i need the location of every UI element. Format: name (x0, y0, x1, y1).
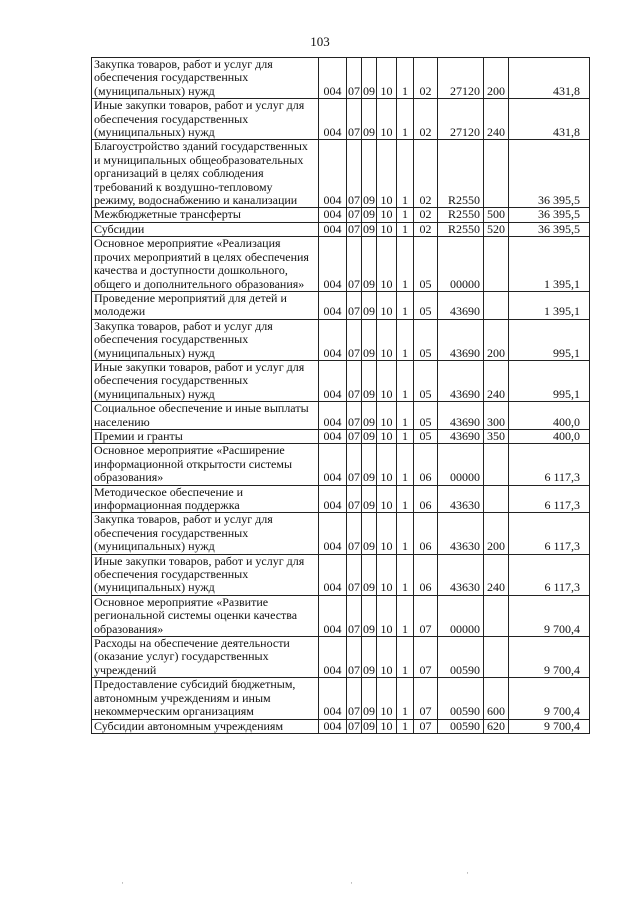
program-code-cell: 10 (377, 402, 397, 430)
program-code-cell: 10 (377, 222, 397, 236)
section-code-cell: 07 (347, 99, 362, 140)
section-code-cell: 07 (348, 207, 360, 222)
subprogram-code-cell: 1 (397, 291, 414, 319)
expense-type-cell (484, 595, 509, 636)
table-row (92, 429, 590, 443)
table-row (92, 719, 590, 733)
event-code-cell: 07 (414, 637, 438, 678)
expense-type-cell: 200 (484, 513, 509, 554)
subsection-code-cell: 09 (362, 58, 377, 99)
subprogram-code-cell: 1 (397, 485, 414, 513)
program-code-cell: 10 (377, 637, 397, 678)
subprogram-code-cell: 1 (397, 402, 414, 430)
expense-type-cell (484, 637, 509, 678)
event-code-cell: 02 (414, 99, 438, 140)
section-code-cell: 07 (347, 554, 362, 595)
row-name-cell: Основное мероприятие «Расширение информационной открытости системы образования» (92, 444, 319, 485)
row-name-cell: Проведение мероприятий для детей и молодежи (92, 291, 319, 319)
target-code-cell: 00000 (438, 237, 484, 292)
subprogram-code-cell: 1 (397, 208, 414, 222)
subprogram-code-cell: 1 (397, 140, 414, 208)
event-code-cell: 06 (414, 485, 438, 513)
amount-cell: 9 700,4 (509, 719, 590, 733)
target-code-cell: 43630 (438, 554, 484, 595)
section-code-cell: 07 (347, 319, 362, 360)
target-code-cell: 27120 (438, 58, 484, 99)
table-row (92, 402, 590, 430)
ministry-code-cell: 004 (319, 678, 347, 719)
subprogram-code-cell: 1 (397, 678, 414, 719)
table-row (92, 513, 590, 554)
program-code-cell: 10 (377, 58, 397, 99)
table-row (92, 208, 590, 222)
section-code-cell: 07 (347, 237, 362, 292)
target-code-cell: R2550 (438, 222, 484, 236)
subsection-code-cell: 09 (363, 719, 375, 733)
expense-type-cell: 240 (484, 99, 509, 140)
subprogram-code-cell: 1 (397, 513, 414, 554)
amount-cell: 6 117,3 (509, 485, 590, 513)
program-code-cell: 10 (377, 485, 397, 513)
table-row (92, 58, 590, 99)
subprogram-code-cell: 1 (397, 444, 414, 485)
row-name-cell: Основное мероприятие «Реализация прочих мероприятий в целях обеспечения качества и доступности дошкольного, общего и дополнительного образования» (92, 237, 319, 292)
target-code-cell: 43630 (438, 513, 484, 554)
event-code-cell: 05 (414, 402, 438, 430)
ministry-code-cell: 004 (319, 237, 347, 292)
subsection-code-cell: 09 (363, 429, 375, 443)
target-code-cell: R2550 (438, 208, 484, 222)
target-code-cell: 00000 (438, 595, 484, 636)
event-code-cell: 07 (414, 595, 438, 636)
subsection-code-cell: 09 (362, 402, 377, 430)
table-row (92, 444, 590, 485)
table-row (92, 637, 590, 678)
program-code-cell: 10 (377, 140, 397, 208)
table-row (92, 140, 590, 208)
section-code-cell: 07 (348, 429, 360, 443)
target-code-cell: 00590 (438, 678, 484, 719)
subprogram-code-cell: 1 (397, 719, 414, 733)
expense-type-cell (484, 444, 509, 485)
ministry-code-cell: 004 (319, 719, 347, 733)
program-code-cell: 10 (377, 678, 397, 719)
event-code-cell: 05 (414, 429, 438, 443)
section-code-cell: 07 (347, 402, 362, 430)
subprogram-code-cell: 1 (397, 319, 414, 360)
amount-cell: 6 117,3 (509, 444, 590, 485)
section-code-cell: 07 (347, 444, 362, 485)
table-row (92, 678, 590, 719)
table-row (92, 291, 590, 319)
amount-cell: 36 395,5 (509, 208, 590, 222)
row-name-cell: Субсидии автономным учреждениям (92, 719, 319, 733)
subsection-code-cell: 09 (362, 678, 377, 719)
subprogram-code-cell: 1 (397, 222, 414, 236)
row-name-cell: Благоустройство зданий государственных и муниципальных общеобразовательных организаций в целях соблюдения требований к воздушно-тепловому режиму, водоснабжению и канализации (92, 140, 319, 208)
program-code-cell: 10 (377, 513, 397, 554)
target-code-cell: 00000 (438, 444, 484, 485)
table-row (92, 485, 590, 513)
section-code-cell: 07 (347, 637, 362, 678)
amount-cell: 9 700,4 (509, 595, 590, 636)
subprogram-code-cell: 1 (397, 554, 414, 595)
row-name-cell: Расходы на обеспечение деятельности (оказание услуг) государственных учреждений (92, 637, 319, 678)
subsection-code-cell: 09 (362, 360, 377, 401)
section-code-cell: 07 (348, 719, 360, 733)
ministry-code-cell: 004 (319, 58, 347, 99)
subprogram-code-cell: 1 (397, 429, 414, 443)
program-code-cell: 10 (377, 291, 397, 319)
table-row (92, 222, 590, 236)
ministry-code-cell: 004 (319, 444, 347, 485)
amount-cell: 400,0 (509, 402, 590, 430)
table-row (92, 360, 590, 401)
row-name-cell: Предоставление субсидий бюджетным, автономным учреждениям и иным некоммерческим организациям (92, 678, 319, 719)
section-code-cell: 07 (347, 140, 362, 208)
subsection-code-cell: 09 (362, 444, 377, 485)
subsection-code-cell: 09 (362, 319, 377, 360)
expense-type-cell: 240 (484, 554, 509, 595)
ministry-code-cell: 004 (319, 485, 347, 513)
scan-speck: · (350, 878, 353, 888)
table-row (92, 319, 590, 360)
section-code-cell: 07 (347, 58, 362, 99)
subprogram-code-cell: 1 (397, 58, 414, 99)
expense-type-cell: 520 (484, 222, 509, 236)
program-code-cell: 10 (377, 99, 397, 140)
target-code-cell: 43630 (438, 485, 484, 513)
target-code-cell: 43690 (438, 402, 484, 430)
event-code-cell: 02 (414, 222, 438, 236)
subprogram-code-cell: 1 (397, 360, 414, 401)
row-name-cell: Закупка товаров, работ и услуг для обеспечения государственных (муниципальных) нужд (92, 58, 319, 99)
subsection-code-cell: 09 (362, 485, 377, 513)
subsection-code-cell: 09 (362, 554, 377, 595)
target-code-cell: 43690 (438, 291, 484, 319)
program-code-cell: 10 (377, 444, 397, 485)
expense-type-cell (484, 485, 509, 513)
target-code-cell: 27120 (438, 99, 484, 140)
target-code-cell: 00590 (438, 637, 484, 678)
section-code-cell: 07 (347, 360, 362, 401)
table-row (92, 237, 590, 292)
expense-type-cell (484, 140, 509, 208)
ministry-code-cell: 004 (319, 429, 347, 443)
subprogram-code-cell: 1 (397, 237, 414, 292)
amount-cell: 9 700,4 (509, 637, 590, 678)
row-name-cell: Иные закупки товаров, работ и услуг для обеспечения государственных (муниципальных) нужд (92, 99, 319, 140)
amount-cell: 9 700,4 (509, 678, 590, 719)
ministry-code-cell: 004 (319, 319, 347, 360)
row-name-cell: Методическое обеспечение и информационная поддержка (92, 485, 319, 513)
table-row (92, 554, 590, 595)
amount-cell: 6 117,3 (509, 554, 590, 595)
expense-type-cell: 200 (484, 319, 509, 360)
table-row (92, 595, 590, 636)
section-code-cell: 07 (347, 291, 362, 319)
event-code-cell: 02 (414, 140, 438, 208)
expense-type-cell: 500 (484, 208, 509, 222)
program-code-cell: 10 (377, 208, 397, 222)
event-code-cell: 02 (414, 58, 438, 99)
ministry-code-cell: 004 (319, 360, 347, 401)
subsection-code-cell: 09 (362, 140, 377, 208)
row-name-cell: Премии и гранты (92, 429, 319, 443)
expense-type-cell: 200 (484, 58, 509, 99)
target-code-cell: 43690 (438, 360, 484, 401)
table-row (92, 99, 590, 140)
amount-cell: 36 395,5 (509, 222, 590, 236)
expense-type-cell: 350 (484, 429, 509, 443)
subsection-code-cell: 09 (362, 637, 377, 678)
target-code-cell: R2550 (438, 140, 484, 208)
target-code-cell: 43690 (438, 319, 484, 360)
subsection-code-cell: 09 (363, 222, 375, 236)
event-code-cell: 06 (414, 554, 438, 595)
event-code-cell: 05 (414, 319, 438, 360)
expense-type-cell: 240 (484, 360, 509, 401)
amount-cell: 1 395,1 (509, 291, 590, 319)
ministry-code-cell: 004 (319, 513, 347, 554)
ministry-code-cell: 004 (319, 554, 347, 595)
row-name-cell: Основное мероприятие «Развитие региональной системы оценки качества образования» (92, 595, 319, 636)
budget-table-body (92, 58, 590, 734)
event-code-cell: 05 (414, 291, 438, 319)
event-code-cell: 06 (414, 444, 438, 485)
target-code-cell: 43690 (438, 429, 484, 443)
event-code-cell: 02 (414, 208, 438, 222)
subsection-code-cell: 09 (362, 237, 377, 292)
amount-cell: 36 395,5 (509, 140, 590, 208)
program-code-cell: 10 (377, 554, 397, 595)
subsection-code-cell: 09 (362, 99, 377, 140)
ministry-code-cell: 004 (319, 402, 347, 430)
subprogram-code-cell: 1 (397, 99, 414, 140)
row-name-cell: Социальное обеспечение и иные выплаты населению (92, 402, 319, 430)
section-code-cell: 07 (348, 222, 360, 236)
expense-type-cell: 620 (484, 719, 509, 733)
section-code-cell: 07 (347, 595, 362, 636)
budget-table (91, 57, 590, 734)
amount-cell: 6 117,3 (509, 513, 590, 554)
amount-cell: 995,1 (509, 319, 590, 360)
expense-type-cell: 600 (484, 678, 509, 719)
amount-cell: 995,1 (509, 360, 590, 401)
ministry-code-cell: 004 (319, 208, 347, 222)
ministry-code-cell: 004 (319, 595, 347, 636)
event-code-cell: 07 (414, 719, 438, 733)
amount-cell: 400,0 (509, 429, 590, 443)
ministry-code-cell: 004 (319, 291, 347, 319)
row-name-cell: Субсидии (92, 222, 319, 236)
program-code-cell: 10 (377, 360, 397, 401)
ministry-code-cell: 004 (319, 99, 347, 140)
expense-type-cell (484, 237, 509, 292)
program-code-cell: 10 (377, 319, 397, 360)
program-code-cell: 10 (377, 719, 397, 733)
amount-cell: 431,8 (509, 99, 590, 140)
program-code-cell: 10 (377, 237, 397, 292)
subprogram-code-cell: 1 (397, 637, 414, 678)
amount-cell: 431,8 (509, 58, 590, 99)
expense-type-cell (484, 291, 509, 319)
event-code-cell: 07 (414, 678, 438, 719)
subprogram-code-cell: 1 (397, 595, 414, 636)
row-name-cell: Межбюджетные трансферты (92, 208, 319, 222)
subsection-code-cell: 09 (362, 291, 377, 319)
row-name-cell: Иные закупки товаров, работ и услуг для обеспечения государственных (муниципальных) нужд (92, 360, 319, 401)
ministry-code-cell: 004 (319, 140, 347, 208)
scan-speck: · (466, 868, 469, 878)
ministry-code-cell: 004 (319, 222, 347, 236)
row-name-cell: Иные закупки товаров, работ и услуг для обеспечения государственных (муниципальных) нужд (92, 554, 319, 595)
expense-type-cell: 300 (484, 402, 509, 430)
event-code-cell: 06 (414, 513, 438, 554)
target-code-cell: 00590 (438, 719, 484, 733)
subsection-code-cell: 09 (362, 513, 377, 554)
section-code-cell: 07 (347, 513, 362, 554)
subsection-code-cell: 09 (363, 207, 375, 222)
page-number: 103 (310, 34, 330, 49)
row-name-cell: Закупка товаров, работ и услуг для обеспечения государственных (муниципальных) нужд (92, 513, 319, 554)
amount-cell: 1 395,1 (509, 237, 590, 292)
row-name-cell: Закупка товаров, работ и услуг для обеспечения государственных (муниципальных) нужд (92, 319, 319, 360)
scan-speck: · (121, 878, 124, 888)
section-code-cell: 07 (347, 485, 362, 513)
section-code-cell: 07 (347, 678, 362, 719)
ministry-code-cell: 004 (319, 637, 347, 678)
event-code-cell: 05 (414, 237, 438, 292)
program-code-cell: 10 (377, 595, 397, 636)
program-code-cell: 10 (377, 429, 397, 443)
subsection-code-cell: 09 (362, 595, 377, 636)
event-code-cell: 05 (414, 360, 438, 401)
